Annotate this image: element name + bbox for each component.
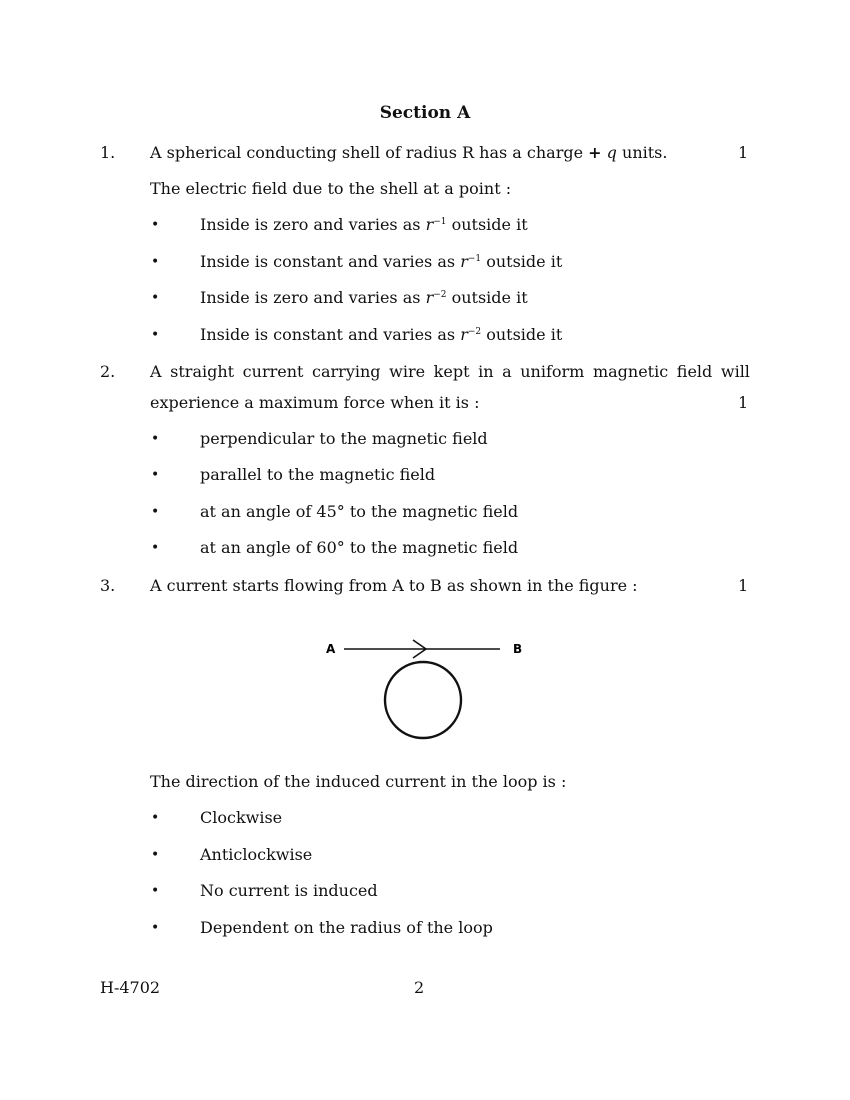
conducting-loop [385,662,461,738]
wire-loop-figure [310,622,540,752]
option-text: No current is induced [200,881,378,900]
question-number: 2. [100,362,116,381]
section-title: Section A [379,103,471,123]
bullet-icon: • [151,810,160,826]
bullet-icon: • [151,847,160,863]
option-text: parallel to the magnetic field [200,465,436,484]
question-marks: 1 [738,393,749,412]
question-number: 1. [100,143,116,162]
option-text: Inside is zero and varies as $r^{-2}$ outside it [200,288,528,307]
option-text: Dependent on the radius of the loop [200,918,493,937]
bullet-icon: • [151,327,160,343]
option-text: Inside is zero and varies as $r^{-1}$ outside it [200,215,528,234]
charge-variable: q [606,143,617,162]
bullet-icon: • [151,254,160,270]
question-marks: 1 [738,143,749,162]
question-text: A straight current carrying wire kept in a uniform magnetic field will [150,362,750,381]
charge-sign: + [588,143,602,162]
bullet-icon: • [151,883,160,899]
bullet-icon: • [151,431,160,447]
question-subtext: experience a maximum force when it is : [150,393,480,412]
bullet-icon: • [151,217,160,233]
question-number: 3. [100,576,116,595]
option-text: at an angle of 60° to the magnetic field [200,538,519,557]
question-text: A spherical conducting shell of radius R has a charge + q units. [150,143,668,162]
page-number: 2 [414,978,425,997]
bullet-icon: • [151,920,160,936]
bullet-icon: • [151,540,160,556]
question-text: A current starts flowing from A to B as shown in the figure : [150,576,638,595]
bullet-icon: • [151,467,160,483]
option-text: perpendicular to the magnetic field [200,429,488,448]
question-subtext: The electric field due to the shell at a point : [150,179,512,198]
bullet-icon: • [151,504,160,520]
bullet-icon: • [151,290,160,306]
paper-code: H-4702 [100,978,161,997]
option-text: Clockwise [200,808,283,827]
question-marks: 1 [738,576,749,595]
figure-label-b: B [513,642,523,656]
figure-label-a: A [326,642,336,656]
option-text: at an angle of 45° to the magnetic field [200,502,519,521]
option-text: Inside is constant and varies as $r^{-1}$ outside it [200,252,563,271]
option-text: Inside is constant and varies as $r^{-2}$ outside it [200,325,563,344]
option-text: Anticlockwise [200,845,313,864]
question-subtext: The direction of the induced current in the loop is : [150,772,567,791]
